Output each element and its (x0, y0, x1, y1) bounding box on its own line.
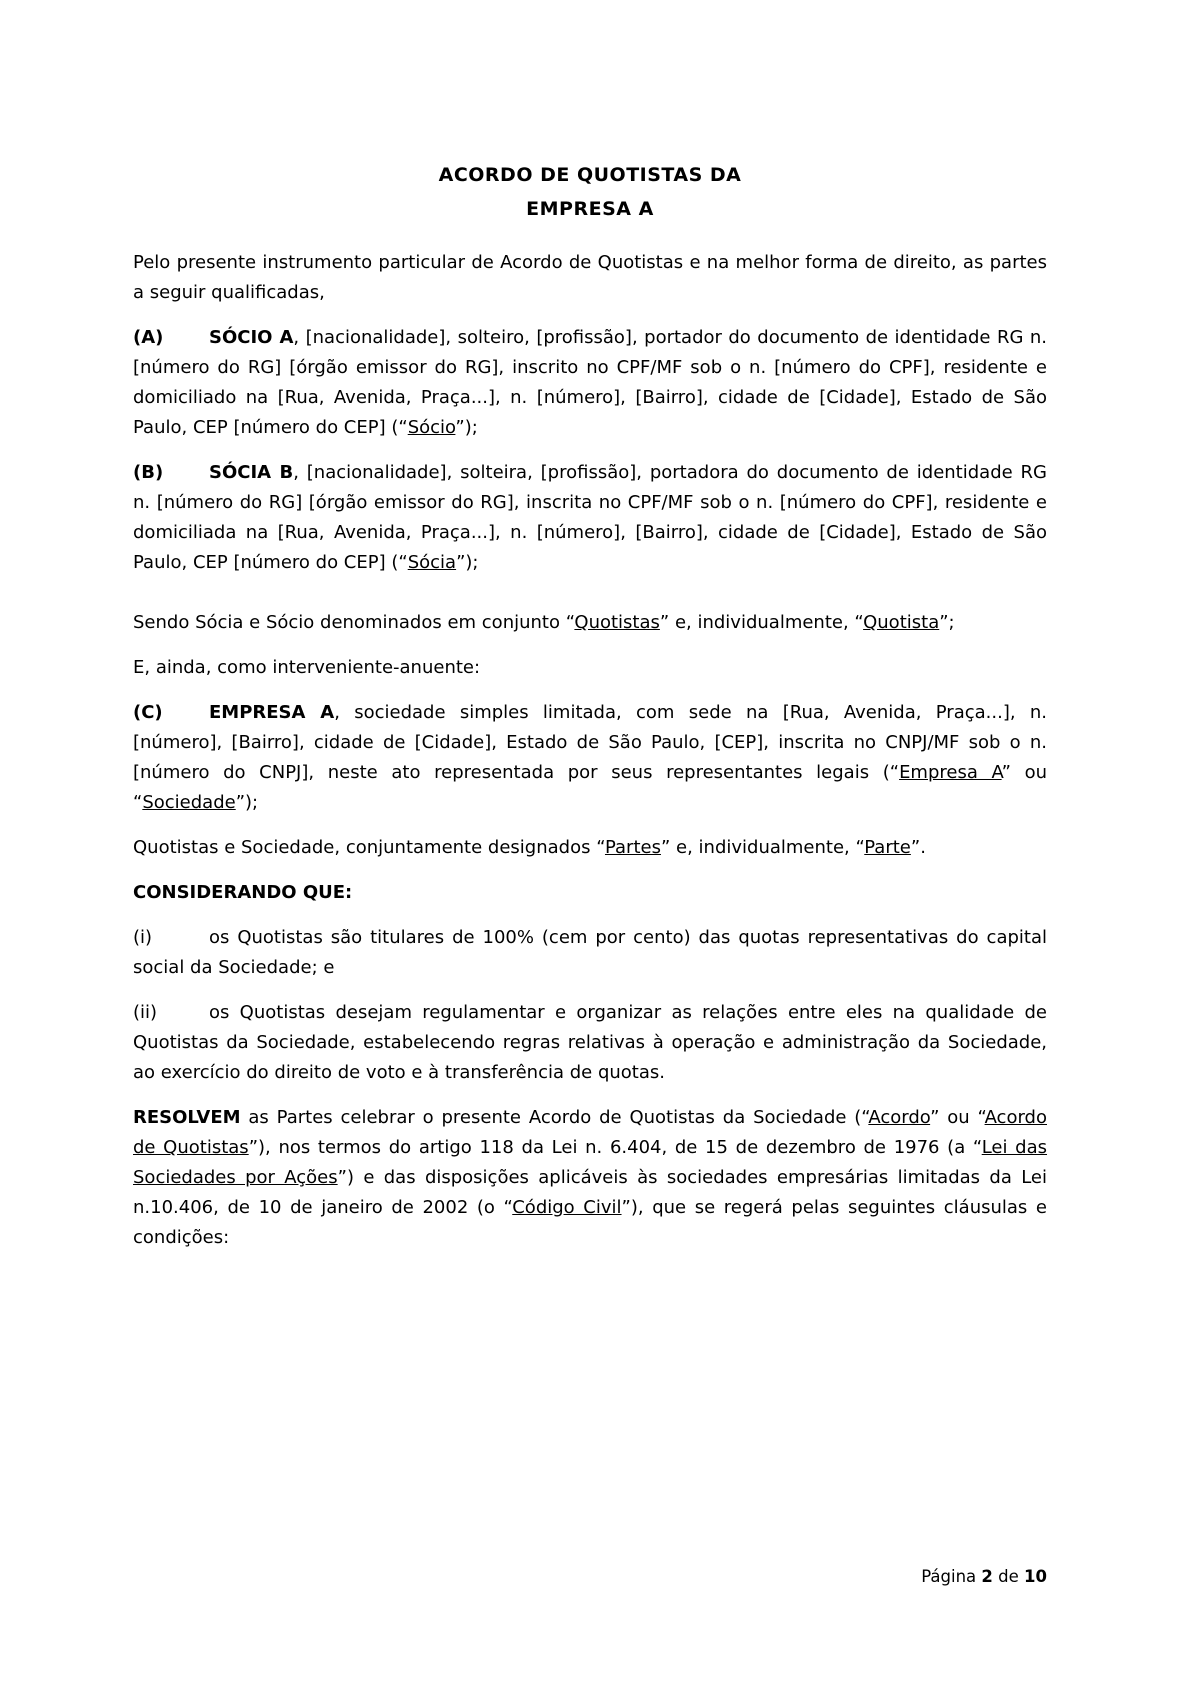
text-segment: Acordo (868, 1107, 931, 1128)
text-segment: Quotista (863, 612, 940, 633)
text-segment: ”), nos termos do artigo 118 da Lei n. 6.404, de 15 de dezembro de 1976 (a “ (248, 1137, 982, 1158)
text-segment: ”); (235, 792, 259, 813)
text-segment: Lei das Sociedades por Ações (133, 1137, 1048, 1188)
document-paragraphs (133, 248, 1047, 1253)
paragraph-joint-definition (133, 608, 1047, 638)
text-segment: ”); (456, 552, 479, 573)
document-title (133, 158, 1047, 226)
text-segment: as Partes celebrar o presente Acordo de Quotistas da Sociedade (“ (240, 1107, 869, 1128)
paragraph-label: (C) (133, 702, 163, 723)
text-segment: EMPRESA A (209, 702, 335, 723)
paragraph-label: (ii) (133, 1002, 158, 1023)
paragraph-whereas-heading (133, 878, 1047, 908)
paragraph-party-b (133, 458, 1047, 578)
paragraph-whereas-ii (133, 998, 1047, 1088)
text-segment: E, ainda, como interveniente-anuente: (133, 657, 481, 678)
text-segment: Código Civil (512, 1197, 622, 1218)
text-segment: ”) e das disposições aplicáveis às sociedades empresárias limitadas da Lei n.10.406, de 10 de janeiro de 2002 (o “ (133, 1167, 1047, 1218)
title-line-2: EMPRESA A (526, 198, 654, 220)
paragraph-intro (133, 248, 1047, 308)
text-segment: Empresa A (899, 762, 1002, 783)
text-segment: os Quotistas são titulares de 100% (cem por cento) das quotas representativas do capital social da Sociedade; e (133, 927, 1047, 978)
document-body (133, 158, 1047, 1268)
text-segment: Sócio (407, 417, 456, 438)
text-segment: Pelo presente instrumento particular de Acordo de Quotistas e na melhor forma de direito, as partes a seguir qualificadas, (133, 252, 1047, 303)
paragraph-resolution (133, 1103, 1047, 1253)
paragraph-party-c (133, 698, 1047, 818)
text-segment: Quotistas (574, 612, 660, 633)
paragraph-party-a (133, 323, 1047, 443)
text-segment: Sócia (407, 552, 457, 573)
text-segment: 10 (1024, 1567, 1047, 1586)
text-segment: Parte (864, 837, 911, 858)
text-segment: Sendo Sócia e Sócio denominados em conjunto “ (133, 612, 575, 633)
text-segment: ”. (910, 837, 926, 858)
text-segment: ” e, individualmente, “ (660, 837, 865, 858)
paragraph-intervening-party-lead (133, 653, 1047, 683)
text-segment: Sociedade (142, 792, 236, 813)
text-segment: 2 (981, 1567, 993, 1586)
paragraph-label: (i) (133, 927, 153, 948)
paragraph-label: (A) (133, 327, 164, 348)
text-segment: Página (921, 1567, 982, 1586)
text-segment: ” e, individualmente, “ (659, 612, 864, 633)
text-segment: , [nacionalidade], solteiro, [profissão], portador do documento de identidade RG n. [número do RG] [órgão emissor do RG], inscrito no CPF/MF sob o n. [número do CPF], residente e domiciliado na [Rua, Avenida, Praça...], n. [número], [Bairro], cidade de [Cidade], Estado de São Paulo, CEP [número do CEP] (“ (133, 327, 1047, 438)
text-segment: Quotistas e Sociedade, conjuntamente designados “ (133, 837, 605, 858)
text-segment: SÓCIA B (209, 462, 294, 483)
text-segment: CONSIDERANDO QUE: (133, 882, 353, 903)
paragraph-label: (B) (133, 462, 164, 483)
text-segment: SÓCIO A (209, 327, 294, 348)
text-segment: Acordo de Quotistas (133, 1107, 1047, 1158)
text-segment: de (992, 1567, 1025, 1586)
page-footer (921, 1566, 1047, 1588)
text-segment: os Quotistas desejam regulamentar e organizar as relações entre eles na qualidade de Quotistas da Sociedade, estabelecendo regras relativas à operação e administração da Sociedade, ao exercício do direito de voto e à transferência de quotas. (133, 1002, 1047, 1083)
text-segment: ” ou “ (930, 1107, 985, 1128)
text-segment: RESOLVEM (133, 1107, 241, 1128)
text-segment: Partes (604, 837, 661, 858)
title-line-1: ACORDO DE QUOTISTAS DA (438, 164, 742, 186)
paragraph-parties-definition (133, 833, 1047, 863)
text-segment: ”; (939, 612, 955, 633)
text-segment: ” ou “ (133, 762, 1047, 813)
text-segment: , sociedade simples limitada, com sede na [Rua, Avenida, Praça...], n. [número], [Bairro], cidade de [Cidade], Estado de São Paulo, [CEP], inscrita no CNPJ/MF sob o n. [número do CNPJ], neste ato representada por seus representantes legais (“ (133, 702, 1047, 783)
text-segment: ”); (455, 417, 478, 438)
text-segment: ”), que se regerá pelas seguintes cláusulas e condições: (133, 1197, 1047, 1248)
paragraph-whereas-i (133, 923, 1047, 983)
text-segment: , [nacionalidade], solteira, [profissão], portadora do documento de identidade RG n. [número do RG] [órgão emissor do RG], inscrita no CPF/MF sob o n. [número do CPF], residente e domiciliada na [Rua, Avenida, Praça...], n. [número], [Bairro], cidade de [Cidade], Estado de São Paulo, CEP [número do CEP] (“ (133, 462, 1047, 573)
